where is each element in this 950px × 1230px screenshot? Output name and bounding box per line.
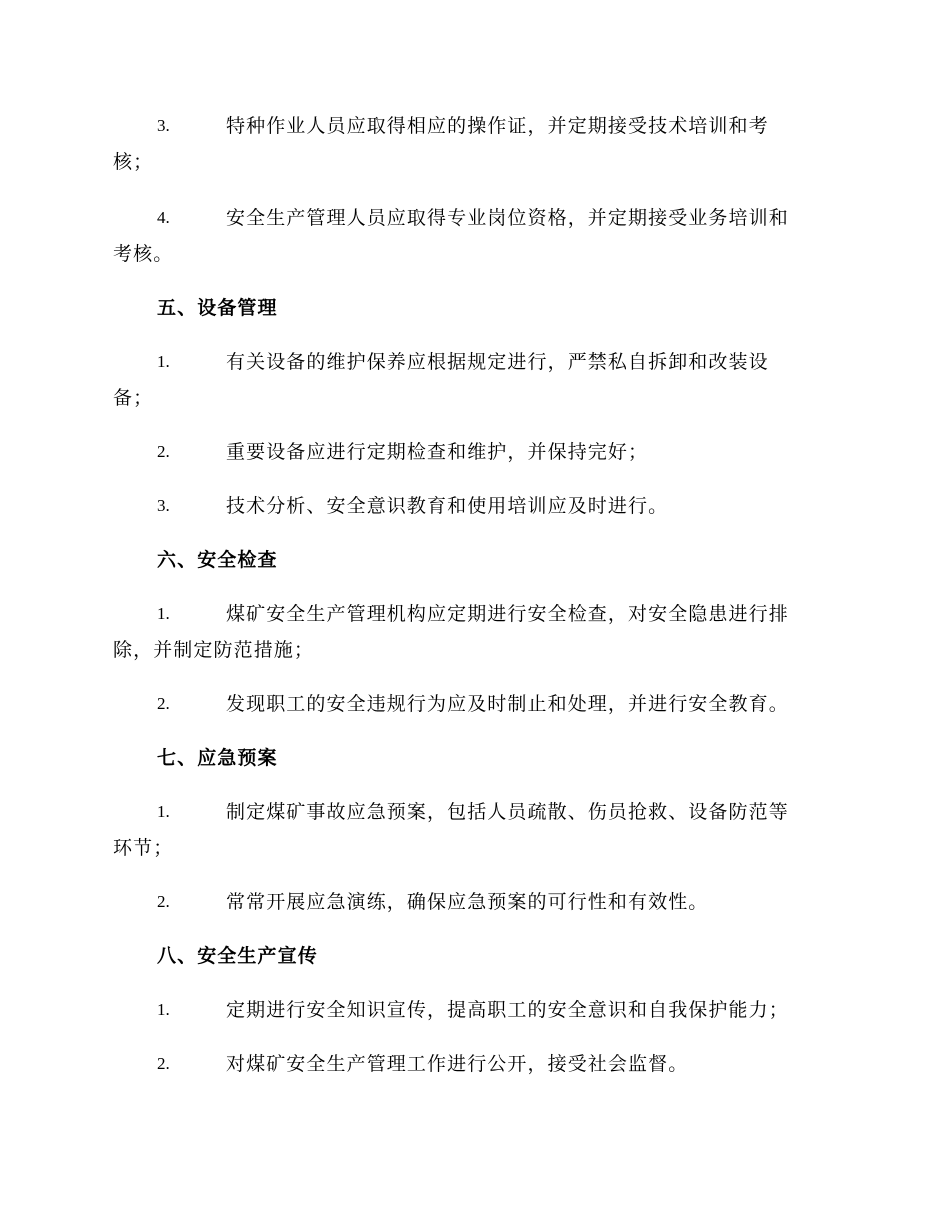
item-text: 常常开展应急演练，确保应急预案的可行性和有效性。 <box>226 891 709 913</box>
item-text: 有关设备的维护保养应根据规定进行，严禁私自拆卸和改装设 <box>226 351 769 373</box>
section-heading: 五、设备管理 <box>157 297 278 319</box>
item-text: 技术分析、安全意识教育和使用培训应及时进行。 <box>226 495 669 517</box>
item-number: 1. <box>157 1000 170 1019</box>
item-number: 2. <box>157 694 170 713</box>
list-item-first-line <box>113 490 837 522</box>
list-item-first-line <box>113 886 837 918</box>
list-item-first-line <box>113 110 837 142</box>
item-text-continuation: 备； <box>113 387 154 409</box>
item-number: 2. <box>157 892 170 911</box>
list-item-first-line <box>113 994 837 1026</box>
list-item-first-line <box>113 1048 837 1080</box>
section-heading: 七、应急预案 <box>157 747 278 769</box>
list-item <box>113 886 837 918</box>
list-item <box>113 346 837 414</box>
item-number: 3. <box>157 116 170 135</box>
item-text-continuation: 核； <box>113 151 154 173</box>
item-text: 安全生产管理人员应取得专业岗位资格，并定期接受业务培训和 <box>226 207 789 229</box>
item-text: 对煤矿安全生产管理工作进行公开，接受社会监督。 <box>226 1053 689 1075</box>
list-item-first-line <box>113 688 837 720</box>
item-number: 1. <box>157 802 170 821</box>
section-heading: 八、安全生产宣传 <box>157 945 318 967</box>
list-item-first-line <box>113 598 837 630</box>
item-text-continuation: 除，并制定防范措施； <box>113 639 315 661</box>
item-number: 4. <box>157 208 170 227</box>
list-item <box>113 994 837 1026</box>
item-text: 定期进行安全知识宣传，提高职工的安全意识和自我保护能力； <box>226 999 789 1021</box>
item-text: 煤矿安全生产管理机构应定期进行安全检查，对安全隐患进行排 <box>226 603 789 625</box>
item-number: 3. <box>157 496 170 515</box>
list-item-first-line <box>113 436 837 468</box>
list-item <box>113 796 837 864</box>
list-item <box>113 1048 837 1080</box>
item-number: 1. <box>157 604 170 623</box>
list-item <box>113 490 837 522</box>
item-text-continuation: 考核。 <box>113 243 174 265</box>
item-number: 2. <box>157 1054 170 1073</box>
list-item-first-line <box>113 202 837 234</box>
section-heading: 六、安全检查 <box>157 549 278 571</box>
item-text: 制定煤矿事故应急预案，包括人员疏散、伤员抢救、设备防范等 <box>226 801 789 823</box>
item-text-continuation: 环节； <box>113 837 174 859</box>
list-item-first-line <box>113 796 837 828</box>
item-number: 1. <box>157 352 170 371</box>
item-text: 特种作业人员应取得相应的操作证，并定期接受技术培训和考 <box>226 115 769 137</box>
item-text: 重要设备应进行定期检查和维护，并保持完好； <box>226 441 649 463</box>
list-item <box>113 688 837 720</box>
list-item <box>113 110 837 178</box>
list-item <box>113 436 837 468</box>
list-item-first-line <box>113 346 837 378</box>
list-item <box>113 202 837 270</box>
list-item <box>113 598 837 666</box>
item-text: 发现职工的安全违规行为应及时制止和处理，并进行安全教育。 <box>226 693 789 715</box>
item-number: 2. <box>157 442 170 461</box>
